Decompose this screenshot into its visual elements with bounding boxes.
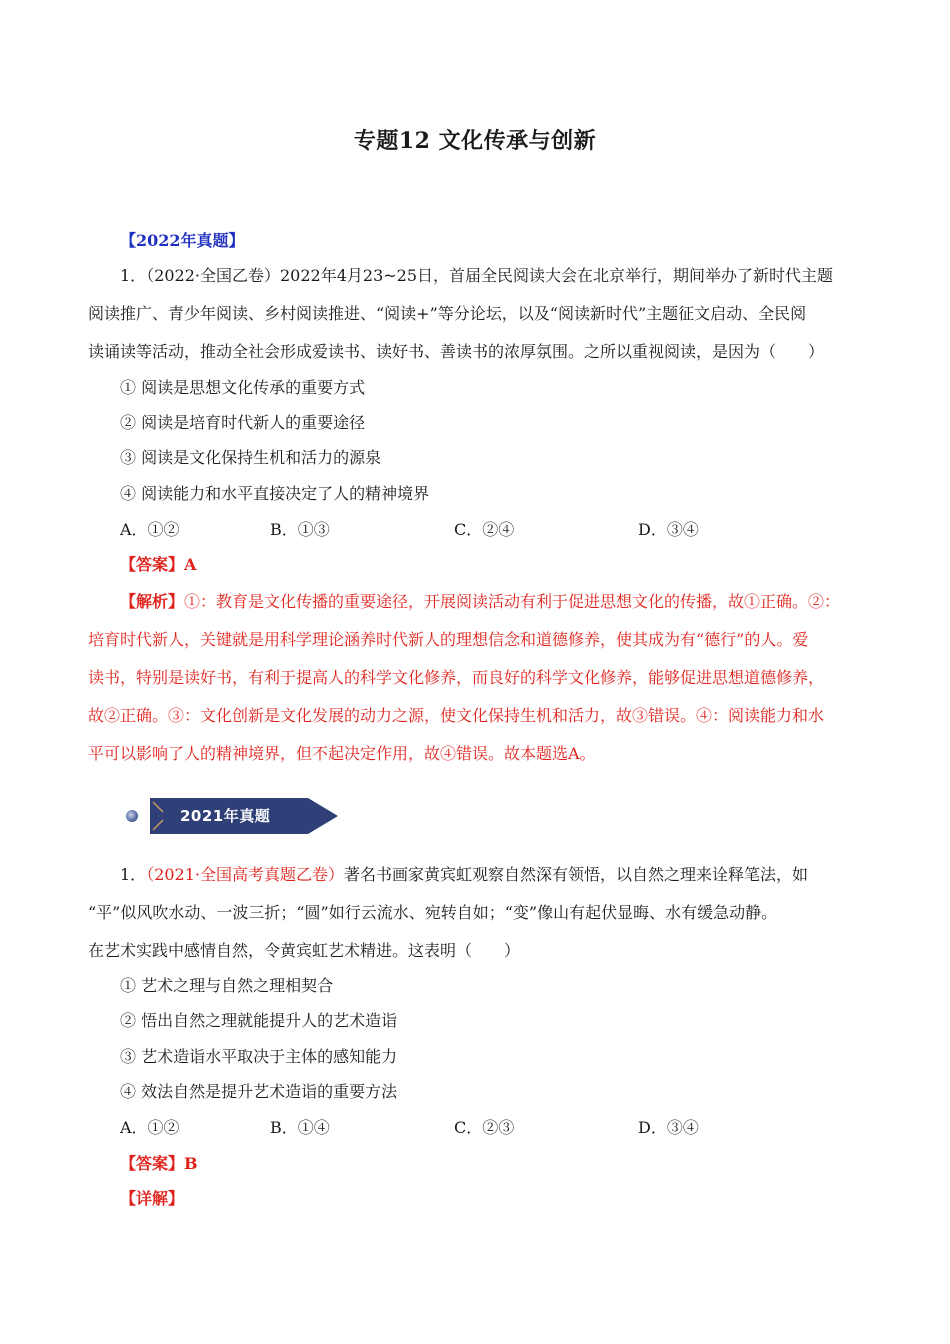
question-number: 1． <box>120 865 147 884</box>
analysis-line3: 读书，特别是读好书，有利于提高人的科学文化修养，而良好的科学文化修养，能够促进思想道德修养， <box>88 668 825 687</box>
statement-item-3: ③ 阅读是文化保持生机和活力的源泉 <box>120 448 382 467</box>
question-text: 著名书画家黄宾虹观察自然深有领悟，以自然之理来诠释笔法，如 <box>344 865 809 884</box>
analysis-label: 【解析】 <box>120 592 185 611</box>
page-title: 专题12 文化传承与创新 <box>353 128 597 154</box>
question-text: 2022年4月23~25日，首届全民阅读大会在北京举行，期间举办了新时代主题 <box>280 266 834 285</box>
option-a: A．①② <box>120 1118 180 1137</box>
option-c: C．②③ <box>454 1118 515 1137</box>
section-heading-2022: 【2022年真题】 <box>120 231 245 250</box>
question-source: （2022·全国乙卷） <box>146 266 280 285</box>
answer-2021 <box>120 1153 198 1175</box>
answer-2022 <box>120 554 196 576</box>
option-a: A．①② <box>120 520 180 539</box>
banner-dot-icon <box>126 810 138 822</box>
question-source: （2021·全国高考真题乙卷） <box>146 865 344 884</box>
option-c: C．②④ <box>454 520 515 539</box>
question-2021-line2: “平”似风吹水动、一波三折；“圆”如行云流水、宛转自如；“变”像山有起伏显晦、水有缓急动静。 <box>88 903 778 922</box>
analysis-line5: 平可以影响了人的精神境界，但不起决定作用，故④错误。故本题选A。 <box>88 744 596 763</box>
statement-item-2: ② 悟出自然之理就能提升人的艺术造诣 <box>120 1011 398 1030</box>
detail-label: 【详解】 <box>120 1189 185 1208</box>
statement-item-1: ① 艺术之理与自然之理相契合 <box>120 976 334 995</box>
question-2022-line2: 阅读推广、青少年阅读、乡村阅读推进、“阅读+”等分论坛，以及“阅读新时代”主题征文启动、全民阅 <box>88 304 807 323</box>
analysis-line4: 故②正确。③：文化创新是文化发展的动力之源，使文化保持生机和活力，故③错误。④：阅读能力和水 <box>88 706 825 725</box>
section-banner-2021 <box>120 796 342 836</box>
statement-item-4: ④ 阅读能力和水平直接决定了人的精神境界 <box>120 484 430 503</box>
option-b: B．①③ <box>270 520 330 539</box>
statement-item-2: ② 阅读是培育时代新人的重要途径 <box>120 413 366 432</box>
question-2021-line3: 在艺术实践中感情自然，令黄宾虹艺术精进。这表明（ ） <box>88 941 521 960</box>
analysis-text: ①：教育是文化传播的重要途径，开展阅读活动有利于促进思想文化的传播，故①正确。②： <box>184 592 841 611</box>
statement-item-4: ④ 效法自然是提升艺术造诣的重要方法 <box>120 1082 398 1101</box>
statement-item-3: ③ 艺术造诣水平取决于主体的感知能力 <box>120 1047 398 1066</box>
option-d: D．③④ <box>638 520 699 539</box>
question-2022-line1 <box>120 265 833 287</box>
statement-item-1: ① 阅读是思想文化传承的重要方式 <box>120 378 366 397</box>
analysis-line1 <box>120 591 840 613</box>
question-number: 1． <box>120 266 147 285</box>
option-d: D．③④ <box>638 1118 699 1137</box>
answer-label: 【答案】 <box>120 555 185 574</box>
answer-value: B <box>184 1154 198 1173</box>
question-2022-line3: 读诵读等活动，推动全社会形成爱读书、读好书、善读书的浓厚氛围。之所以重视阅读，是因为（ ） <box>88 342 825 361</box>
answer-value: A <box>184 555 197 574</box>
answer-label: 【答案】 <box>120 1154 185 1173</box>
analysis-line2: 培育时代新人，关键就是用科学理论涵养时代新人的理想信念和道德修养，使其成为有“德行”的人。爱 <box>88 630 809 649</box>
option-b: B．①④ <box>270 1118 330 1137</box>
question-2021-line1 <box>120 864 808 886</box>
banner-label: 2021年真题 <box>180 807 271 825</box>
